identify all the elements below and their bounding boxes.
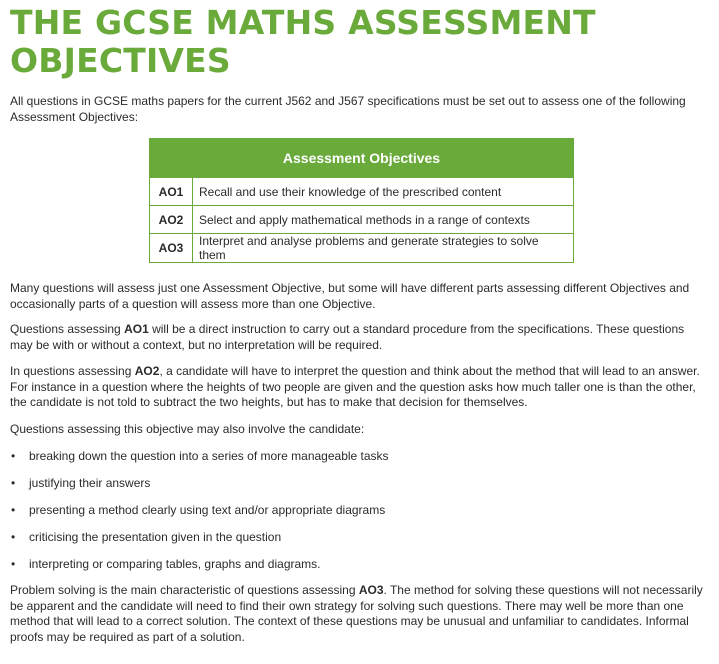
list-item-text: presenting a method clearly using text and/or appropriate diagrams	[29, 503, 386, 517]
table-header-row	[150, 139, 574, 178]
paragraph-ao1-pre: Questions assessing	[10, 322, 125, 336]
table-row	[150, 234, 574, 263]
paragraph-ao2-code: AO2	[134, 364, 160, 378]
intro-paragraph: All questions in GCSE maths papers for the current J562 and J567 specifications must be set out to assess one of the following Assessment Objectives:	[10, 94, 686, 124]
list-item	[10, 449, 709, 464]
paragraph-ao2-post: , a candidate will have to interpret the question and think about the method that will lead to an answer. For instance in a question where the heights of two people are given and the question asks how much taller one is than the other, the candidate is not told to subtract the two heights, but has to make that decision for themselves.	[10, 364, 700, 409]
table-row	[150, 206, 574, 234]
title-line-1: THE GCSE MATHS ASSESSMENT	[10, 3, 596, 42]
title-line-2: OBJECTIVES	[10, 41, 231, 80]
assessment-objectives-table-wrapper	[149, 138, 574, 263]
ao-description: Recall and use their knowledge of the prescribed content	[193, 178, 574, 206]
candidate-skills-list	[10, 449, 709, 572]
list-item	[10, 476, 709, 491]
list-item	[10, 503, 709, 518]
bullet-icon: •	[11, 449, 16, 463]
bullet-icon: •	[11, 503, 16, 517]
list-item-text: interpreting or comparing tables, graphs and diagrams.	[29, 557, 321, 571]
paragraph-ao1-code: AO1	[124, 322, 149, 336]
ao-description: Interpret and analyse problems and generate strategies to solve them	[193, 234, 574, 263]
paragraph-ao3	[10, 583, 709, 645]
ao-code: AO3	[150, 234, 193, 263]
paragraph-objectives-overview: Many questions will assess just one Assessment Objective, but some will have different parts assessing different Objectives and occasionally parts of a question will assess more than one Objective.	[10, 281, 690, 311]
list-item	[10, 557, 709, 572]
paragraph-ao2-pre: In questions assessing	[10, 364, 135, 378]
page-title	[10, 4, 709, 80]
paragraph-ao1	[10, 322, 709, 353]
paragraph-ao3-code: AO3	[358, 583, 384, 597]
list-item-text: criticising the presentation given in the question	[29, 530, 282, 544]
ao-code: AO1	[150, 178, 193, 206]
assessment-objectives-table	[149, 138, 574, 263]
list-item	[10, 530, 709, 545]
list-item-text: justifying their answers	[29, 476, 151, 490]
paragraph-ao1-post: will be a direct instruction to carry out a standard procedure from the specifications. These questions may be with or without a context, but no interpretation will be required.	[10, 322, 685, 352]
bullet-icon: •	[11, 476, 16, 490]
ao-code: AO2	[150, 206, 193, 234]
paragraph-candidate-intro: Questions assessing this objective may also involve the candidate:	[10, 421, 365, 436]
bullet-icon: •	[11, 557, 16, 571]
table-row	[150, 178, 574, 206]
ao-description: Select and apply mathematical methods in a range of contexts	[193, 206, 574, 234]
paragraph-ao2	[10, 364, 709, 411]
bullet-icon: •	[11, 530, 16, 544]
list-item-text: breaking down the question into a series of more manageable tasks	[29, 449, 389, 463]
paragraph-ao3-pre: Problem solving is the main characteristic of questions assessing	[10, 583, 359, 597]
paragraph-ao3-post: . The method for solving these questions will not necessarily be apparent and the candidate will need to find their own strategy for solving such questions. There may well be more than one method that will lead to a correct solution. The context of these questions may be unusual and unfamiliar to candidates. Informal proofs may be required as part of a solution.	[10, 583, 703, 644]
table-header: Assessment Objectives	[150, 139, 574, 178]
